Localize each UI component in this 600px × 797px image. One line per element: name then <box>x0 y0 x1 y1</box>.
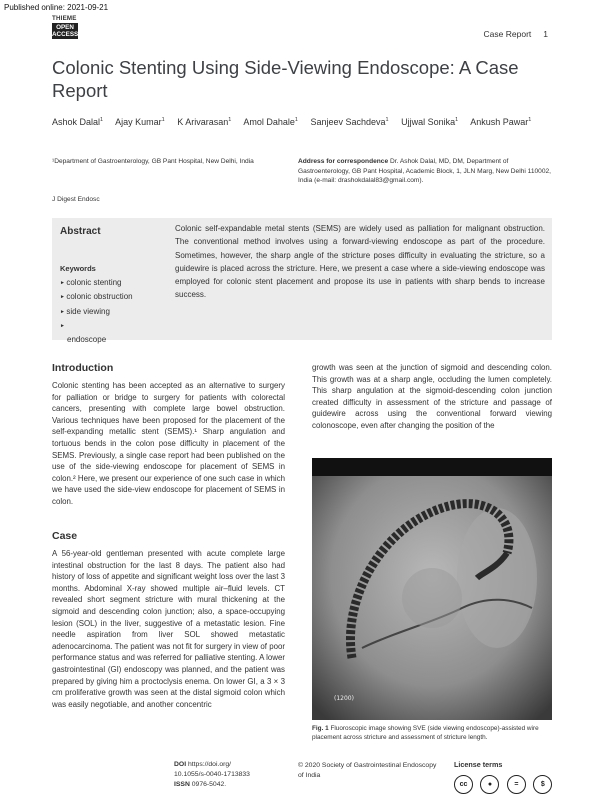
cc-icon: cc <box>454 775 473 794</box>
author: Ujjwal Sonika$^1$ <box>401 117 459 127</box>
figure-caption <box>312 724 552 742</box>
author: Ajay Kumar$^1$ <box>115 117 165 127</box>
license-icons <box>454 773 555 794</box>
fluoroscopic-figure[interactable] <box>312 458 552 720</box>
copyright: © 2020 Society of Gastrointestinal Endoscopy of India <box>298 762 437 779</box>
affiliation: ¹Department of Gastroenterology, GB Pant Hospital, New Delhi, India <box>52 158 254 165</box>
keyword-item-continued[interactable]: ► endoscope <box>60 319 160 347</box>
abstract-text: Colonic self-expandable metal stents (SEMS) are widely used as palliation for malignant obstruction. The conventional method involves using a forward-viewing endoscope as part of the procedure. Sometimes, however, the sharp angle of the stricture poses difficulty in evaluating the stricture, so a guidewire is placed across the stricture. Here, we present a case where a side-viewing endoscope was employed for colonic stent placement and propose its use in patients with sharp bends to increase success. <box>175 224 545 300</box>
keyword-item[interactable]: ► side viewing <box>60 305 160 319</box>
caption-label: Fig. 1 <box>312 725 329 732</box>
correspondence-label: Address for correspondence <box>298 158 389 165</box>
running-header-label: Case Report <box>483 29 532 39</box>
image-stamp: (1200) <box>334 695 354 702</box>
cc-nd-icon: = <box>507 775 526 794</box>
case-text: A 56-year-old gentleman presented with acute complete large intestinal obstruction for the last 8 days. The patient also had history of loss of appetite and significant weight loss over the last 3 months. Abdominal X-ray showed multiple air–fluid levels. CT revealed short segment stricture with mural thickening at the sigmoid and descending colon junction; also, a space-occupying lesion (SOL) in the liver, suggestive of a metastatic lesion. Fine needle aspiration from liver SOL showed metastatic adenocarcinoma. The patient was not fit for surgery in view of poor performance status and was referred for palliative stenting. A lower gastrointestinal (GI) endoscopy was planned, and the patient was prepared by giving him a proctoclysis enema. On lower GI, a 3 × 3 cm proliferative growth was seen at the distal sigmoid colon which was easily negotiable, and another concentric <box>52 549 285 709</box>
doi-label: DOI <box>174 761 187 768</box>
correspondence <box>298 157 553 186</box>
author: Ankush Pawar$^1$ <box>470 117 532 127</box>
page-number: 1 <box>543 29 548 39</box>
logo-theme: THIEME <box>52 15 77 22</box>
author: Sanjeev Sachdeva$^1$ <box>310 117 389 127</box>
author: Amol Dahale$^1$ <box>243 117 298 127</box>
cc-by-icon: ● <box>480 775 499 794</box>
intro-heading: Introduction <box>52 362 114 374</box>
author: Ashok Dalal$^1$ <box>52 117 104 127</box>
running-header <box>484 29 548 39</box>
article-title: Colonic Stenting Using Side-Viewing Endoscope: A Case Report <box>52 57 519 101</box>
journal-name: J Digest Endosc <box>52 196 100 203</box>
doi-value[interactable]: 10.1055/s-0040-1713833 <box>174 771 250 778</box>
case-heading: Case <box>52 530 78 542</box>
keywords-heading: Keywords <box>60 264 96 273</box>
footer-doi-block <box>174 760 284 790</box>
published-date: Published online: 2021-09-21 <box>4 3 109 12</box>
license-label[interactable]: License terms <box>454 760 503 769</box>
caption-text: Fluoroscopic image showing SVE (side viewing endoscope)-assisted wire placement across stricture and assessment of stricture length. <box>312 725 539 741</box>
logo-open: OPEN <box>56 24 74 31</box>
open-access-logo <box>52 15 78 43</box>
issn-label: ISSN <box>174 781 190 788</box>
right-column-text: growth was seen at the junction of sigmoid and descending colon. This growth was at a sharp angle, occluding the lumen completely. This sharp angulation at the sigmoid-descending colon junction created difficulty in assessment of the stricture and passage of guidewire across using the conventional forward viewing colonoscope, even after changing the position of the <box>312 363 552 430</box>
keyword-item[interactable]: ► colonic stenting <box>60 276 160 290</box>
intro-text: Colonic stenting has been accepted as an alternative to surgery for palliation or bridge to surgery for patients with colorectal cancers, presenting with complete large bowel obstruction. Various techniques have been proposed for the placement of the self-expanding metallic stent (SEMS).¹ Sharp angulation and tortuous bends in the colon pose difficulty in placement of the SEMS. Previously, a single case report had been published on the use of the side-viewing endoscope for placement of SEMS in colon.² Here, we present our experience of one such case in which we have used the side-view endoscope for placement of SEMS in colon. <box>52 381 285 506</box>
abstract-heading: Abstract <box>60 226 101 237</box>
fluoroscopy-image <box>312 458 552 720</box>
author: K Arivarasan$^1$ <box>177 117 232 127</box>
issn-value: 0976-5042. <box>191 781 227 788</box>
keyword-item[interactable]: ► colonic obstruction <box>60 290 160 304</box>
keywords-list <box>60 276 160 346</box>
correspondence-text: Dr. Ashok Dalal, MD, DM, Department of Gastroenterology, GB Pant Hospital, Academic Block, 1, JLN Marg, New Delhi 110002, India (e-mail: drashokdalal83@gmail.com). <box>298 158 552 184</box>
author-list <box>52 113 552 130</box>
logo-access: ACCESS <box>52 31 79 38</box>
doi-url[interactable]: https://doi.org/ <box>187 761 232 768</box>
cc-nc-icon: $ <box>533 775 552 794</box>
